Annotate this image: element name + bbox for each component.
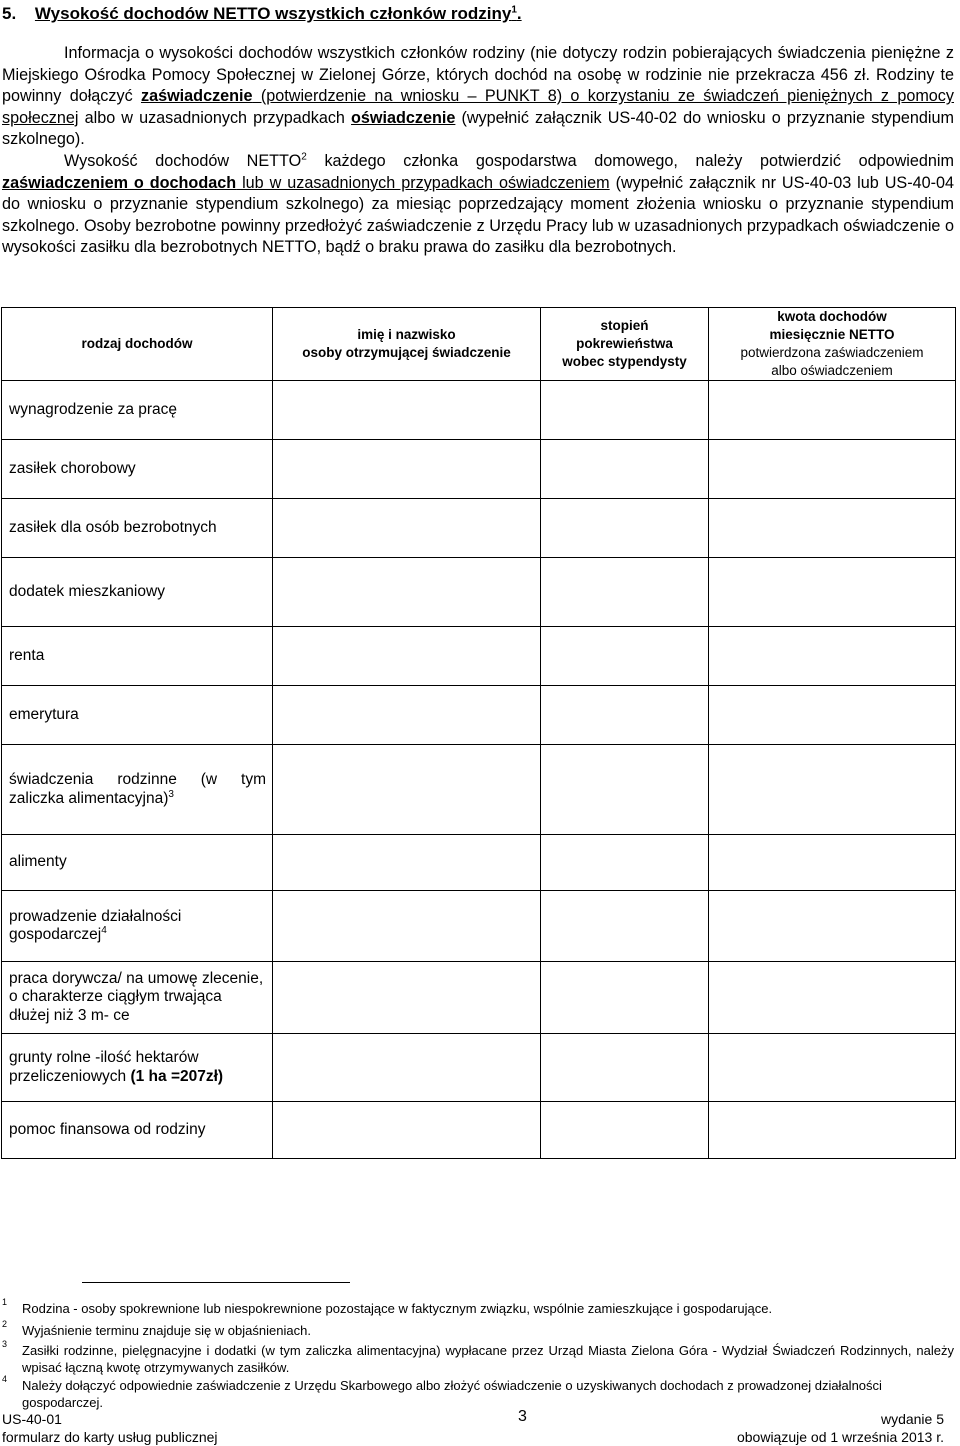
relationship-cell[interactable]: [541, 745, 709, 835]
header-income-type: rodzaj dochodów: [2, 308, 273, 381]
row-label: alimenty: [2, 835, 273, 891]
zaswiadczenie-keyword: zaświadczenie: [140, 87, 253, 106]
footnote-ref-3: 3: [168, 788, 174, 800]
intro-paragraph-2: Wysokość dochodów NETTO$^2$ każdego członka gospodarstwa domowego, należy potwierdzić odpowiednim zaświadczeniem o dochodach lub w uzasadnionych przypadkach oświadczeniem (wypełnić załącznik nr US-40-03 lub US-40-04 do wniosku o przyznanie stypendium szkolnego) za miesiąc poprzedzający moment złożenia wniosku o przyznanie stypendium szkolnego. Osoby bezrobotne powinny przedłożyć zaświadczenie z Urzędu Pracy lub w uzasadnionych przypadkach oświadczenie o wysokości zasiłku dla bezrobotnych NETTO, bądź o braku prawa do zasiłku dla bezrobotnych.: [2, 151, 954, 257]
edition: wydanie 5: [880, 1411, 944, 1427]
amount-cell[interactable]: [709, 962, 956, 1034]
relationship-cell[interactable]: [541, 1102, 709, 1159]
table-row: [2, 835, 956, 891]
relationship-cell[interactable]: [541, 440, 709, 499]
relationship-cell[interactable]: [541, 835, 709, 891]
footnote-ref-1: 1: [511, 4, 517, 16]
table-row: [2, 381, 956, 440]
row-label: zasiłek dla osób bezrobotnych: [2, 499, 273, 558]
recipient-name-cell[interactable]: [273, 558, 541, 627]
relationship-cell[interactable]: [541, 381, 709, 440]
relationship-cell[interactable]: [541, 686, 709, 745]
recipient-name-cell[interactable]: [273, 745, 541, 835]
recipient-name-cell[interactable]: [273, 627, 541, 686]
recipient-name-cell[interactable]: [273, 1034, 541, 1102]
zaswiadczenie-o-dochodach-keyword: zaświadczeniem o dochodach: [2, 173, 237, 192]
row-label: emerytura: [2, 686, 273, 745]
row-label: pomoc finansowa od rodziny: [2, 1102, 273, 1159]
table-row: [2, 440, 956, 499]
table-row: [2, 891, 956, 962]
form-code: US-40-01: [2, 1411, 62, 1427]
amount-cell[interactable]: [709, 1102, 956, 1159]
amount-cell[interactable]: [709, 891, 956, 962]
footnote-4: 4 Należy dołączyć odpowiednie zaświadczenie z Urzędu Skarbowego albo złożyć oświadczenie o uzyskiwanych dochodach z prowadzonej działalności gospodarczej.: [2, 1374, 882, 1410]
relationship-cell[interactable]: [541, 891, 709, 962]
relationship-cell[interactable]: [541, 962, 709, 1034]
intro-text: [2, 43, 954, 259]
section-number: 5.: [2, 4, 17, 23]
relationship-cell[interactable]: [541, 627, 709, 686]
page-number: 3: [518, 1408, 527, 1425]
relationship-cell[interactable]: [541, 1034, 709, 1102]
section-title-text: Wysokość dochodów NETTO wszystkich członków rodziny$^1$.: [34, 4, 522, 23]
recipient-name-cell[interactable]: [273, 962, 541, 1034]
row-label: świadczenia rodzinne (w tym zaliczka alimentacyjna)$^3$: [2, 745, 273, 835]
recipient-name-cell[interactable]: [273, 686, 541, 745]
amount-cell[interactable]: [709, 499, 956, 558]
intro-paragraph-1: Informacja o wysokości dochodów wszystkich członków rodziny (nie dotyczy rodzin pobierających świadczenia pieniężne z Miejskiego Ośrodka Pomocy Społecznej w Zielonej Górze, których dochód na osobę w rodzinie nie przekracza 456 zł. Rodziny te powinny dołączyć zaświadczenie (potwierdzenie na wniosku – PUNKT 8) o korzystaniu ze świadczeń pieniężnych z pomocy społecznej albo w uzasadnionych przypadkach oświadczenie (wypełnić załącznik US-40-02 do wniosku o przyznanie stypendium szkolnego).: [2, 44, 954, 149]
amount-cell[interactable]: [709, 440, 956, 499]
table-row: [2, 745, 956, 835]
table-row: [2, 962, 956, 1034]
table-row: [2, 627, 956, 686]
row-label: grunty rolne -ilość hektarów przeliczeniowych (1 ha =207zł): [2, 1034, 273, 1102]
header-relationship: stopień pokrewieństwa wobec stypendysty: [541, 308, 709, 381]
table-row: [2, 558, 956, 627]
recipient-name-cell[interactable]: [273, 381, 541, 440]
table-row: [2, 686, 956, 745]
amount-cell[interactable]: [709, 1034, 956, 1102]
row-label: praca dorywcza/ na umowę zlecenie, o charakterze ciągłym trwająca dłużej niż 3 m- ce: [2, 962, 273, 1034]
recipient-name-cell[interactable]: [273, 440, 541, 499]
recipient-name-cell[interactable]: [273, 891, 541, 962]
income-table: [1, 307, 956, 1159]
footnote-1: 1 Rodzina - osoby spokrewnione lub niespokrewnione pozostające w faktycznym związku, wspólnie zamieszkujące i gospodarujące.: [2, 1297, 773, 1316]
footnote-3: 3 Zasiłki rodzinne, pielęgnacyjne i dodatki (w tym zaliczka alimentacyjna) wypłacane przez Urząd Miasta Zielona Góra - Wydział Świadczeń Rodzinnych, należy wpisać łączną kwotę otrzymywanych zasiłków.: [2, 1339, 954, 1375]
table-row: [2, 499, 956, 558]
row-label: zasiłek chorobowy: [2, 440, 273, 499]
amount-cell[interactable]: [709, 627, 956, 686]
amount-cell[interactable]: [709, 745, 956, 835]
form-description: formularz do karty usług publicznej: [2, 1429, 218, 1445]
valid-from: obowiązuje od 1 września 2013 r.: [736, 1429, 944, 1445]
row-label: dodatek mieszkaniowy: [2, 558, 273, 627]
oswiadczenie-keyword: oświadczenie: [351, 108, 456, 127]
footnote-2: 2 Wyjaśnienie terminu znajduje się w objaśnieniach.: [2, 1319, 311, 1338]
amount-cell[interactable]: [709, 381, 956, 440]
table-row: [2, 1034, 956, 1102]
relationship-cell[interactable]: [541, 499, 709, 558]
table-row: [2, 1102, 956, 1159]
footnote-separator: [82, 1282, 350, 1283]
header-net-amount: kwota dochodów miesięcznie NETTO potwierdzona zaświadczeniem albo oświadczeniem: [709, 308, 956, 381]
footnote-ref-2: 2: [301, 151, 307, 163]
relationship-cell[interactable]: [541, 558, 709, 627]
amount-cell[interactable]: [709, 835, 956, 891]
recipient-name-cell[interactable]: [273, 1102, 541, 1159]
row-label: wynagrodzenie za pracę: [2, 381, 273, 440]
recipient-name-cell[interactable]: [273, 499, 541, 558]
recipient-name-cell[interactable]: [273, 835, 541, 891]
footnote-ref-4: 4: [101, 924, 107, 936]
section-title: [2, 4, 522, 24]
amount-cell[interactable]: [709, 686, 956, 745]
row-label: renta: [2, 627, 273, 686]
table-header-row: [2, 308, 956, 381]
header-recipient-name: imię i nazwisko osoby otrzymującej świadczenie: [273, 308, 541, 381]
amount-cell[interactable]: [709, 558, 956, 627]
row-label: prowadzenie działalności gospodarczej$^4$: [2, 891, 273, 962]
